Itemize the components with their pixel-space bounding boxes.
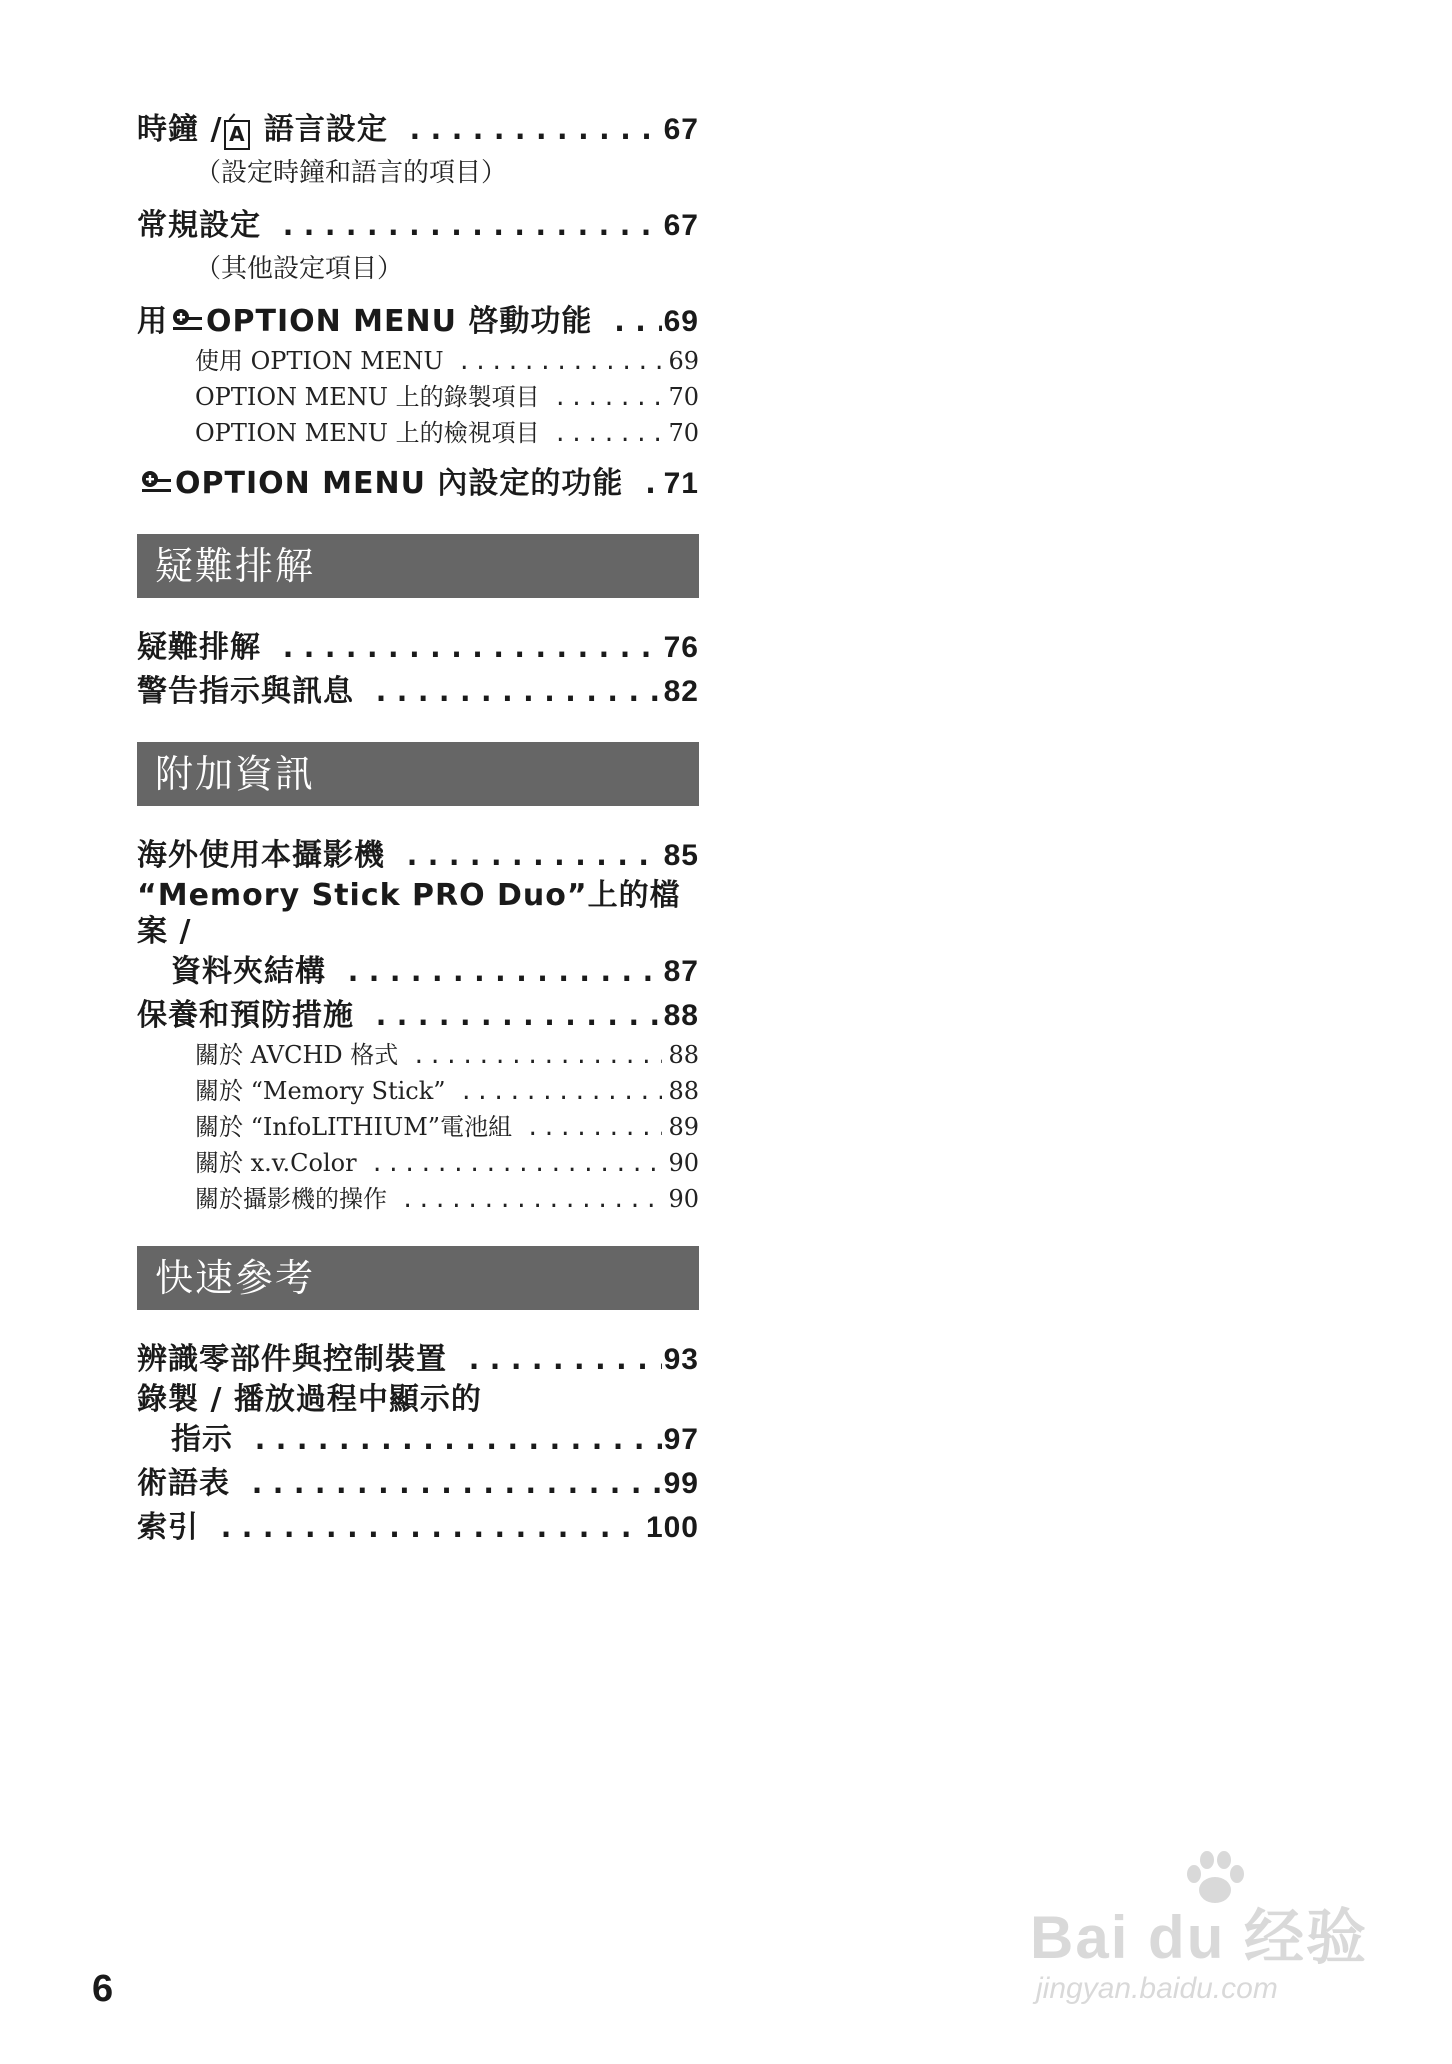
toc-subentry-label: 關於 x.v.Color: [195, 1149, 357, 1177]
toc-entry-label: 資料夾結構: [171, 954, 326, 989]
toc-subentry-label: 關於 “Memory Stick”: [195, 1077, 446, 1105]
toc-entry-label: 指示: [171, 1422, 233, 1457]
toc-entry-page: 82: [663, 675, 699, 708]
dot-leader: [217, 1506, 644, 1550]
toc-subentry-label: 使用 OPTION MENU: [195, 347, 444, 375]
page-number: 6: [92, 1968, 114, 2010]
dot-leader: [465, 1338, 662, 1382]
toc-entry-page: 100: [645, 1511, 699, 1544]
toc-entry-label: 警告指示與訊息: [137, 674, 354, 709]
toc-entry-maintenance[interactable]: [137, 994, 699, 1038]
dot-leader: [344, 950, 662, 994]
toc-subentry[interactable]: [137, 344, 699, 380]
toc-subentry[interactable]: [137, 380, 699, 416]
section-header-quick-reference: 快速參考: [137, 1246, 699, 1310]
dot-leader: [554, 418, 663, 452]
toc-entry-option-activate[interactable]: [137, 300, 699, 344]
dot-leader: [248, 1462, 662, 1506]
dot-leader: [641, 462, 661, 506]
toc-entry-warnings[interactable]: [137, 670, 699, 714]
toc-entry-troubleshooting[interactable]: [137, 626, 699, 670]
toc-subentry-label: 關於攝影機的操作: [195, 1185, 387, 1213]
toc-entry-indicators[interactable]: [137, 1418, 699, 1462]
toc-entry-glossary[interactable]: [137, 1462, 699, 1506]
toc-entry-label: 術語表: [137, 1466, 230, 1501]
watermark-url: jingyan.baidu.com: [1036, 1972, 1278, 2005]
toc-entry-label: 索引: [137, 1510, 199, 1545]
toc-entry-label: 用 OPTION MENU 啓動功能: [137, 304, 593, 339]
toc-entry-overseas[interactable]: [137, 834, 699, 878]
toc-entry-label: 保養和預防措施: [137, 998, 354, 1033]
table-of-contents: [137, 108, 699, 1550]
toc-entry-page: 67: [663, 113, 699, 146]
dot-leader: [279, 626, 662, 670]
toc-subentry-page: 89: [668, 1113, 699, 1141]
dot-leader: [554, 382, 663, 416]
option-menu-icon: [140, 469, 172, 495]
toc-entry-note: （其他設定項目）: [195, 254, 404, 284]
section-header-troubleshooting: 疑難排解: [137, 534, 699, 598]
toc-entry-general-settings[interactable]: [137, 204, 699, 248]
toc-entry-label: 海外使用本攝影機: [137, 838, 385, 873]
dot-leader: [406, 108, 662, 152]
toc-subentry-page: 70: [668, 383, 699, 411]
toc-entry-page: 67: [663, 209, 699, 242]
dot-leader: [251, 1418, 662, 1462]
toc-entry-page: 85: [663, 839, 699, 872]
dot-leader: [279, 204, 662, 248]
toc-subentry-label: OPTION MENU 上的錄製項目: [195, 383, 540, 411]
toc-entry-page: 87: [663, 955, 699, 988]
toc-subentry-page: 90: [668, 1185, 699, 1213]
toc-entry-memory-stick-structure[interactable]: [137, 950, 699, 994]
toc-subentry-page: 88: [668, 1041, 699, 1069]
watermark: [1030, 1850, 1370, 2020]
toc-entry-page: 99: [663, 1467, 699, 1500]
dot-leader: [610, 300, 661, 344]
dot-leader: [526, 1112, 662, 1146]
toc-entry-label: OPTION MENU 內設定的功能: [137, 462, 623, 506]
dot-leader: [401, 1184, 662, 1218]
dot-leader: [412, 1040, 662, 1074]
watermark-logo: Bai du 经验: [1030, 1904, 1369, 1971]
toc-entry-clock-language[interactable]: [137, 108, 699, 152]
toc-subentry-page: 69: [668, 347, 699, 375]
toc-entry-page: 97: [663, 1423, 699, 1456]
dot-leader: [372, 670, 662, 714]
option-menu-icon: [171, 307, 203, 333]
toc-entry-page: 69: [663, 305, 699, 338]
toc-entry-page: 93: [663, 1343, 699, 1376]
toc-subentry[interactable]: [137, 1182, 699, 1218]
toc-subentry-label: 關於 AVCHD 格式: [195, 1041, 399, 1069]
toc-entry-label: 辨識零部件與控制裝置: [137, 1342, 447, 1377]
toc-entry-label-line1[interactable]: 錄製 / 播放過程中顯示的: [137, 1382, 482, 1417]
dot-leader: [460, 1076, 663, 1110]
dot-leader: [371, 1148, 663, 1182]
toc-entry-page: 76: [663, 631, 699, 664]
toc-subentry-page: 88: [668, 1077, 699, 1105]
toc-entry-option-settings[interactable]: [137, 462, 699, 506]
toc-entry-page: 71: [663, 467, 699, 500]
language-icon: A: [224, 120, 250, 150]
toc-entry-label: 時鐘 / A 語言設定: [137, 108, 388, 152]
toc-subentry[interactable]: [137, 1074, 699, 1110]
toc-subentry-page: 90: [668, 1149, 699, 1177]
toc-subentry[interactable]: [137, 1038, 699, 1074]
section-header-additional-info: 附加資訊: [137, 742, 699, 806]
dot-leader: [403, 834, 662, 878]
toc-subentry[interactable]: [137, 1110, 699, 1146]
toc-subentry-label: OPTION MENU 上的檢視項目: [195, 419, 540, 447]
toc-entry-note: （設定時鐘和語言的項目）: [195, 158, 508, 188]
toc-subentry-label: 關於 “InfoLITHIUM”電池組: [195, 1113, 513, 1141]
toc-subentry-page: 70: [668, 419, 699, 447]
dot-leader: [458, 346, 663, 380]
dot-leader: [372, 994, 662, 1038]
toc-entry-label: 常規設定: [137, 208, 261, 243]
toc-entry-index[interactable]: [137, 1506, 699, 1550]
toc-entry-label-line1[interactable]: “Memory Stick PRO Duo”上的檔案 /: [137, 878, 681, 949]
toc-entry-parts[interactable]: [137, 1338, 699, 1382]
toc-subentry[interactable]: [137, 1146, 699, 1182]
toc-entry-label: 疑難排解: [137, 630, 261, 665]
toc-entry-page: 88: [663, 999, 699, 1032]
toc-subentry[interactable]: [137, 416, 699, 452]
